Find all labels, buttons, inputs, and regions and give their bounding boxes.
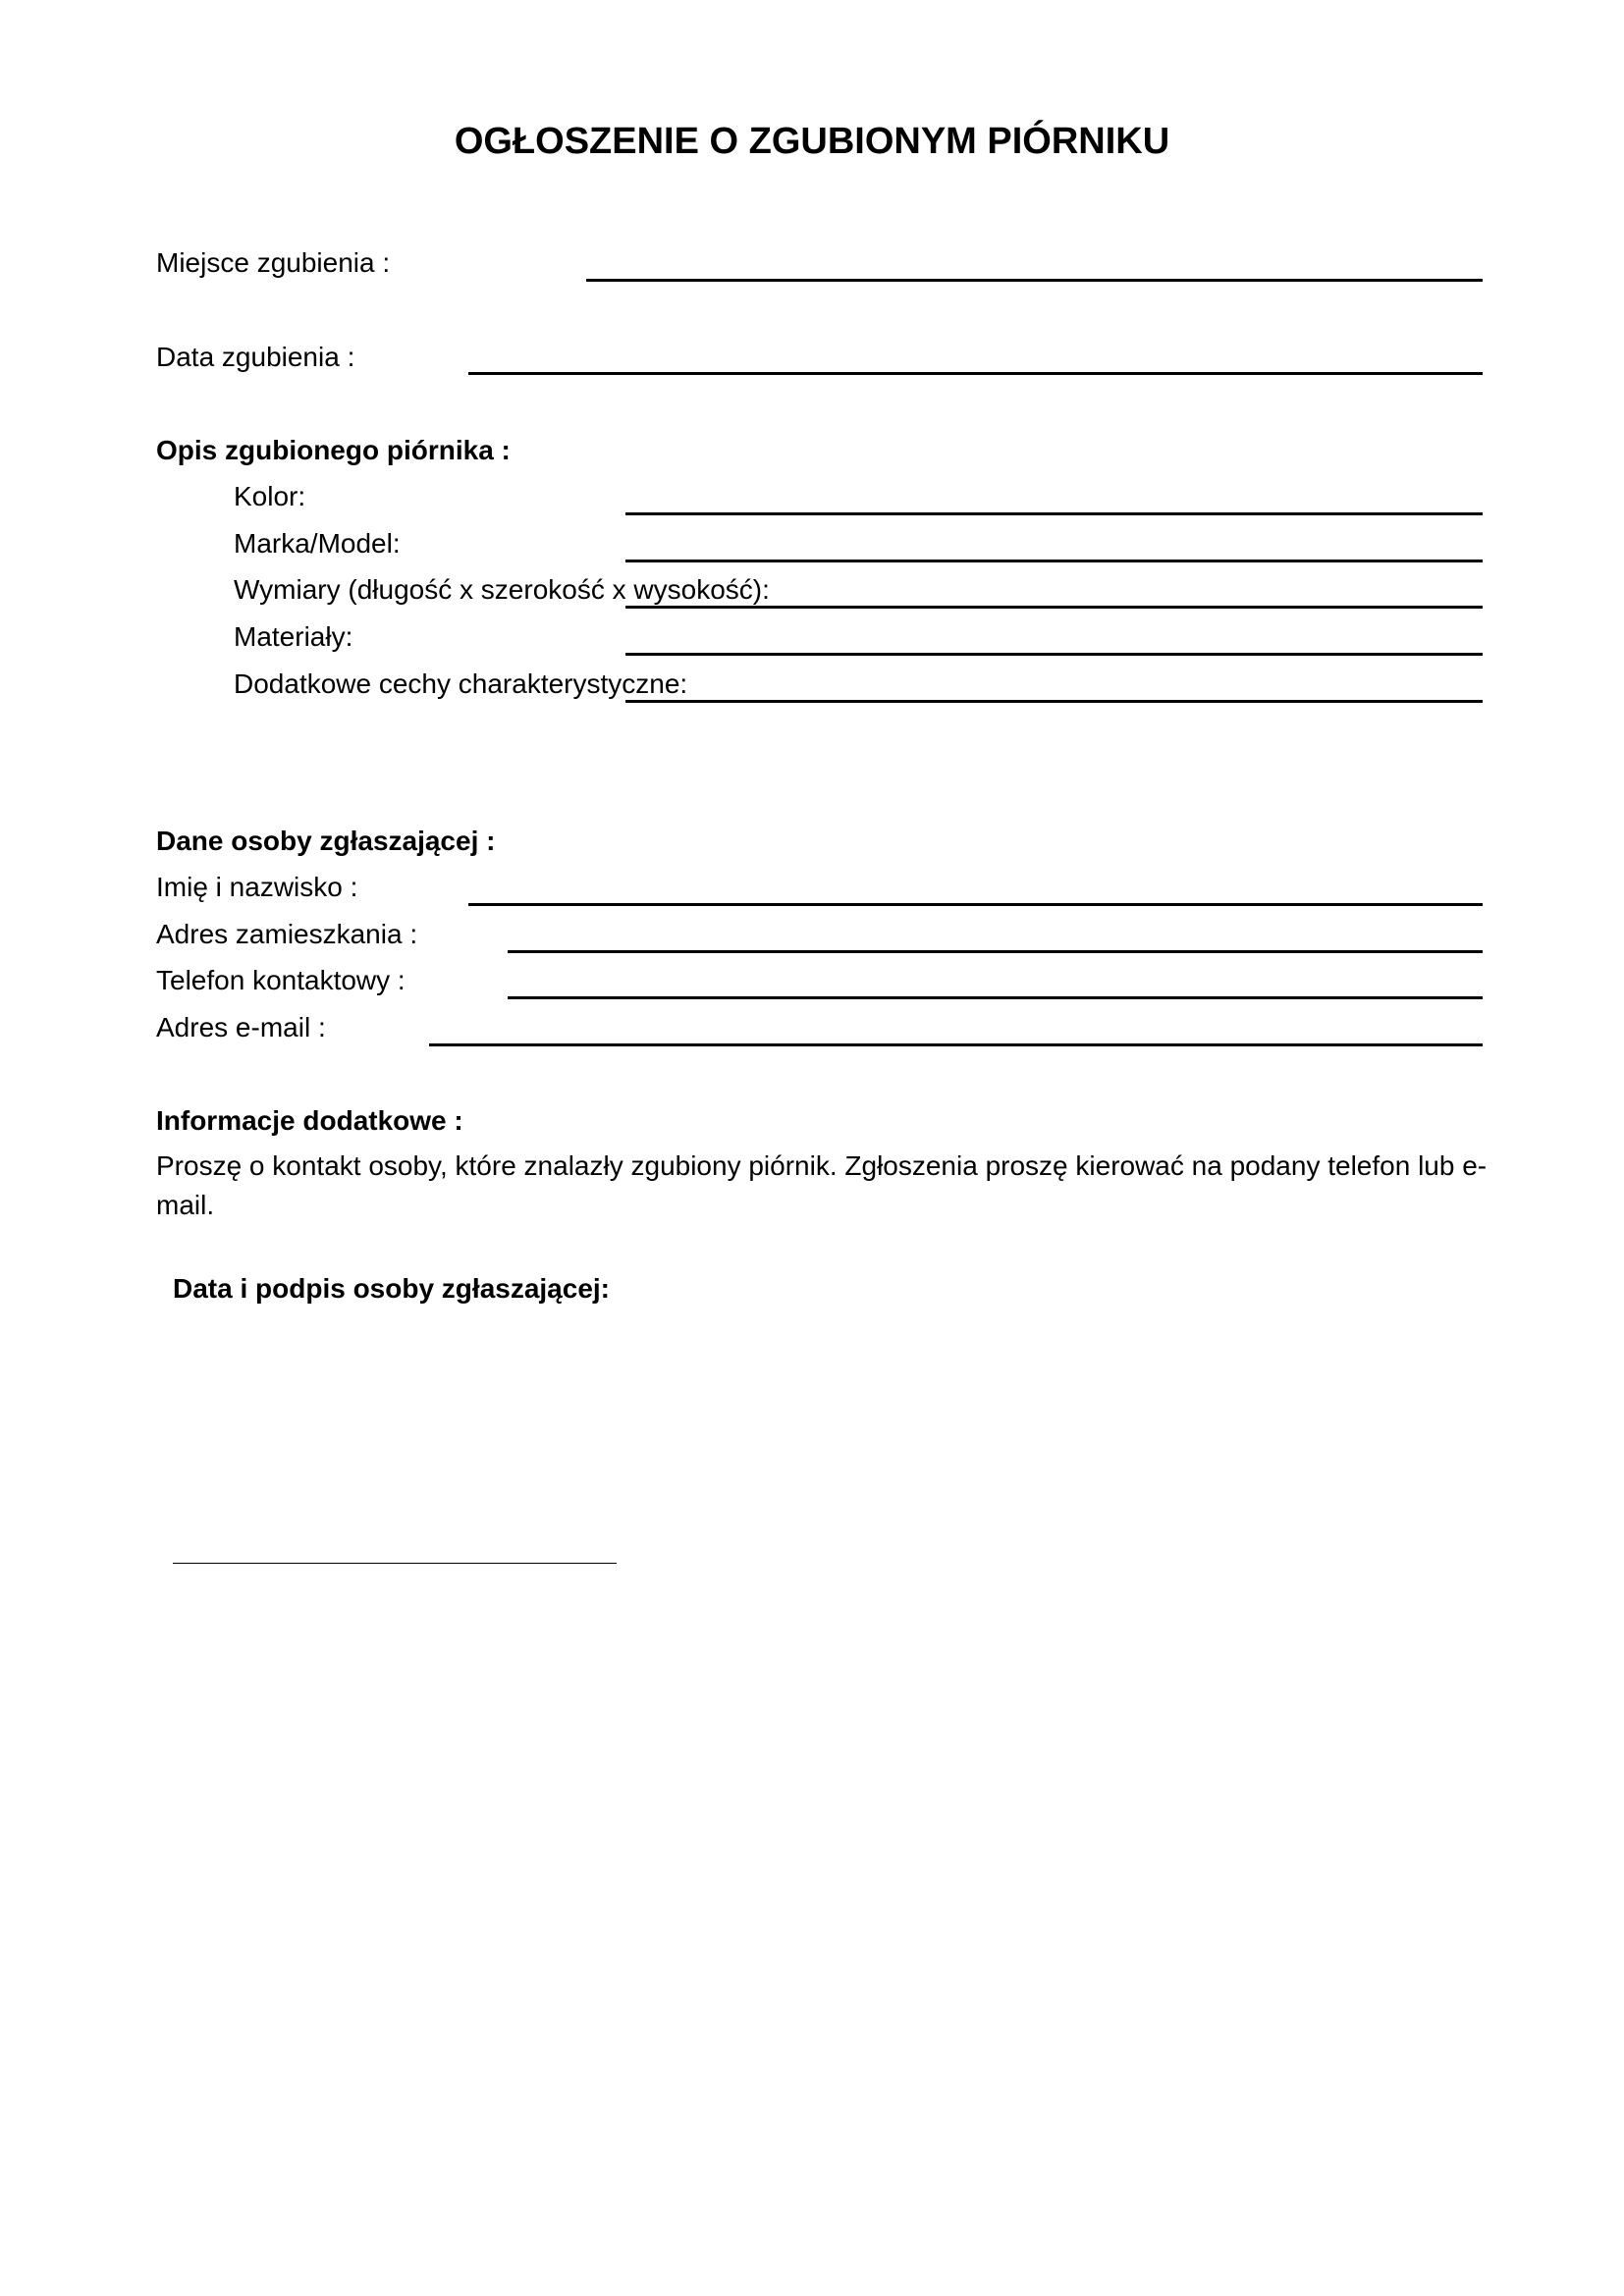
reporter-email-label: Adres e-mail : (156, 1012, 326, 1042)
brand-model-label: Marka/Model: (234, 528, 401, 559)
brand-model-field[interactable] (625, 560, 1483, 562)
document-title: OGŁOSZENIE O ZGUBIONYM PIÓRNIKU (454, 121, 1170, 162)
lost-place-label: Miejsce zgubienia : (156, 247, 391, 278)
reporter-phone-field[interactable] (508, 996, 1483, 999)
color-field[interactable] (625, 512, 1483, 515)
description-heading: Opis zgubionego piórnika : (156, 435, 511, 465)
lost-place-field[interactable] (586, 279, 1483, 282)
reporter-email-field[interactable] (429, 1043, 1483, 1046)
reporter-address-field[interactable] (508, 950, 1483, 953)
materials-label: Materiały: (234, 621, 353, 652)
reporter-heading: Dane osoby zgłaszającej : (156, 826, 496, 856)
materials-field[interactable] (625, 653, 1483, 656)
lost-date-label: Data zgubienia : (156, 342, 355, 372)
dimensions-field[interactable] (625, 606, 1483, 609)
additional-heading: Informacje dodatkowe : (156, 1105, 463, 1136)
color-label: Kolor: (234, 481, 306, 511)
signature-heading: Data i podpis osoby zgłaszającej: (173, 1273, 611, 1304)
reporter-address-label: Adres zamieszkania : (156, 919, 418, 949)
reporter-name-field[interactable] (468, 903, 1483, 906)
dimensions-label: Wymiary (długość x szerokość x wysokość): (234, 574, 770, 605)
additional-text: Proszę o kontakt osoby, które znalazły zgubiony piórnik. Zgłoszenia proszę kierować na podany telefon lub e-mail. (156, 1150, 1488, 1220)
reporter-phone-label: Telefon kontaktowy : (156, 965, 406, 995)
lost-date-field[interactable] (468, 372, 1483, 375)
features-field[interactable] (625, 700, 1483, 703)
features-label: Dodatkowe cechy charakterystyczne: (234, 668, 688, 699)
reporter-name-label: Imię i nazwisko : (156, 872, 358, 902)
signature-line[interactable] (173, 1563, 617, 1564)
